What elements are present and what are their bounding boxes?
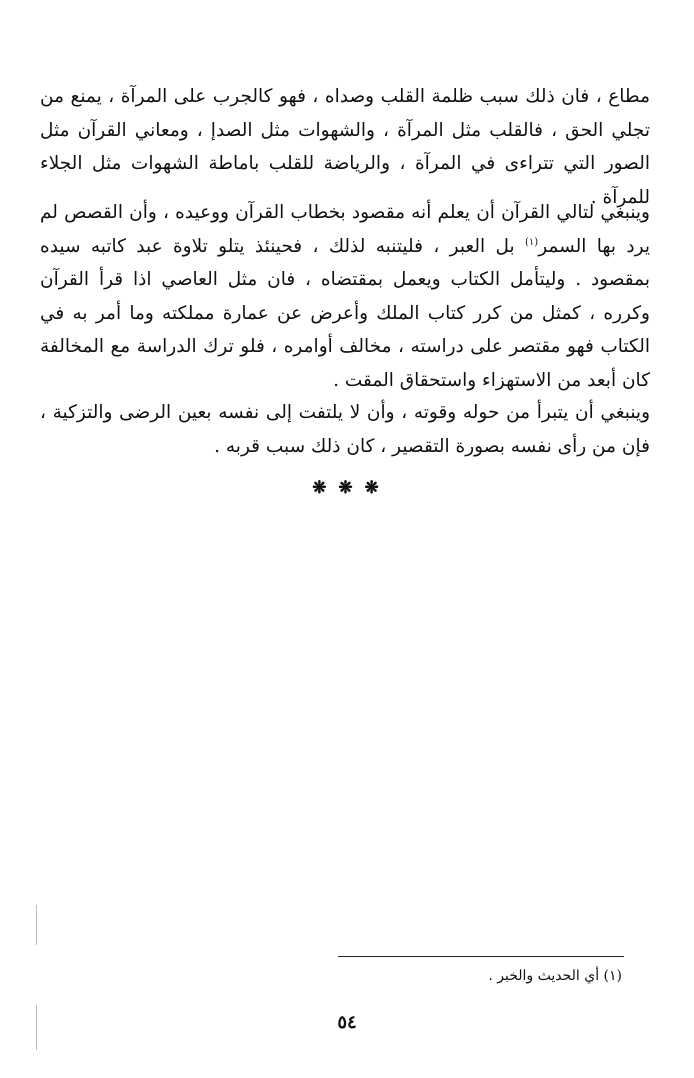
paragraph-1-text: مطاع ، فان ذلك سبب ظلمة القلب وصداه ، فهو كالجرب على المرآة ، يمنع من تجلي الحق ، فالقلب مثل المرآة ، والشهوات مثل الصدإ ، ومعاني القرآن مثل الصور التي تتراءى في المرآة ، والرياضة للقلب باماطة الشهوات مثل الجلاء للمرآة . [40, 86, 651, 208]
footnote-reference: (١) [525, 236, 539, 248]
paragraph-2-text [40, 196, 650, 397]
scan-edge-mark [36, 905, 37, 945]
scan-edge-mark [36, 1005, 37, 1050]
page-number: ٥٤ [337, 1012, 357, 1033]
paragraph-2-part-2: بل العبر ، فليتنبه لذلك ، فحينئذ يتلو تلاوة عبد كاتبه سيده بمقصود . وليتأمل الكتاب ويعمل بمقتضاه ، فان مثل العاصي اذا قرأ القرآن وكرره ، كمثل من كرر كتاب الملك وأعرض عن عمارة مملكته وما أمر به في الكتاب فهو مقتصر على دراسته ، مخالف أوامره ، فلو ترك الدراسة مع المخالفة كان أبعد من الاستهزاء واستحقاق المقت . [40, 235, 650, 391]
paragraph-3-text: وينبغي أن يتبرأ من حوله وقوته ، وأن لا يلتفت إلى نفسه بعين الرضى والتزكية ، فإن من رأى نفسه بصورة التقصير ، كان ذلك سبب قربه . [40, 402, 650, 457]
paragraph-2-part-1: وينبغي لتالي القرآن أن يعلم أنه مقصود بخطاب القرآن ووعيده ، وأن القصص لم يرد بها السمر [40, 202, 650, 257]
paragraph-3 [40, 396, 650, 463]
footnote-divider [338, 956, 624, 957]
footnote: (١) أي الحديث والخبر . [488, 968, 622, 984]
paragraph-1 [40, 80, 650, 214]
section-separator: ❋ ❋ ❋ [312, 478, 382, 498]
paragraph-2 [40, 196, 650, 397]
